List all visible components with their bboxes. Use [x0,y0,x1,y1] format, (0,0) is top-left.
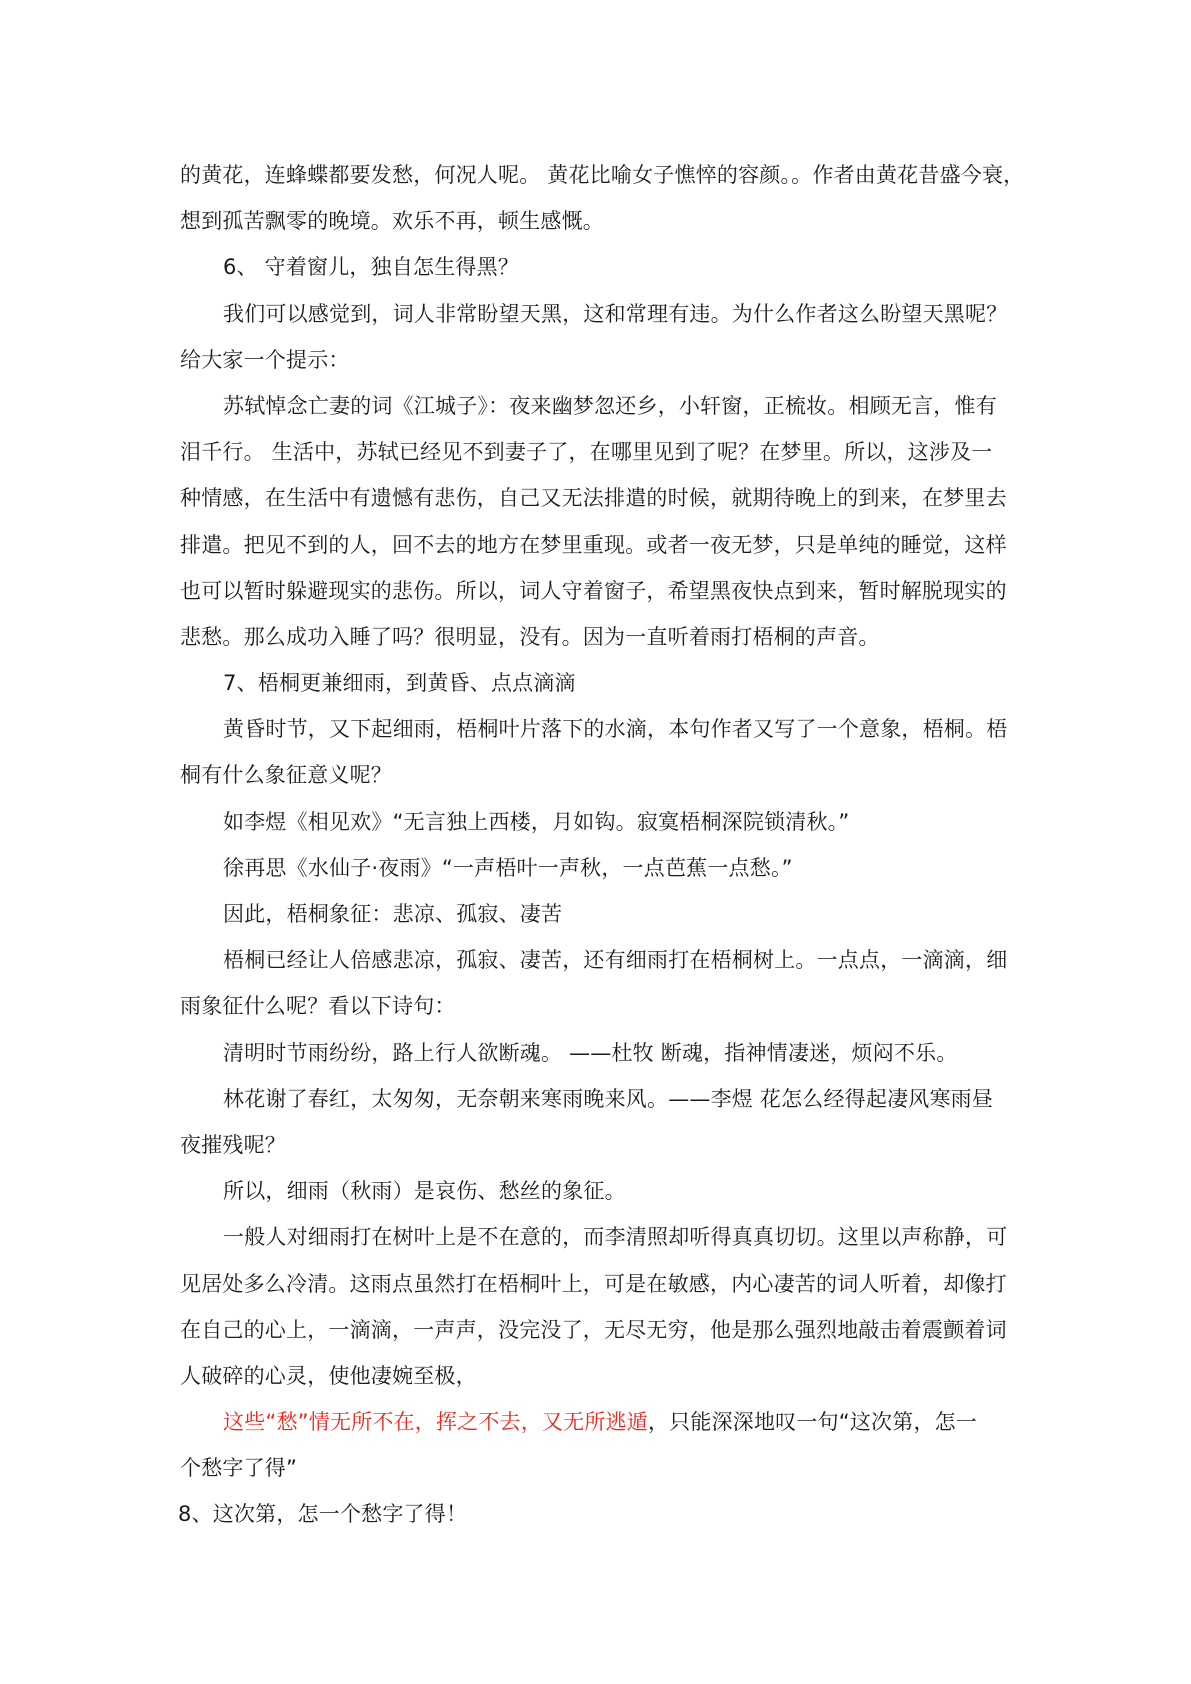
text-line: 夜摧残呢？ [180,1132,286,1157]
text-line: 黄昏时节，又下起细雨，梧桐叶片落下的水滴，本句作者又写了一个意象，梧桐。梧 [223,717,1008,742]
paragraph-line: 个愁字了得” [180,1456,298,1481]
text-line: 给大家一个提示： [180,347,350,372]
section-heading-8: 8、这次第，怎一个愁字了得！ [178,1502,468,1527]
text-line: 桐有什么象征意义呢？ [180,763,392,788]
text-line: 一般人对细雨打在树叶上是不在意的，而李清照却听得真真切切。这里以声称静，可 [223,1225,1008,1250]
text-line: 因此，梧桐象征：悲凉、孤寂、凄苦 [223,902,563,926]
document-page [180,152,1030,1538]
text-line: 7、梧桐更兼细雨，到黄昏、点点滴滴 [223,671,576,696]
document-body [180,152,1030,1399]
text-line: 林花谢了春红，太匆匆，无奈朝来寒雨晚来风。——李煜 花怎么经得起凄风寒雨昼 [223,1086,994,1111]
text-line: 如李煜《相见欢》“无言独上西楼，月如钩。寂寞梧桐深院锁清秋。” [223,809,850,834]
text-line: 清明时节雨纷纷，路上行人欲断魂。 ——杜牧 断魂，指神情凄迷，烦闷不乐。 [223,1040,958,1065]
text-line: 的黄花，连蜂蝶都要发愁，何况人呢。 黄花比喻女子憔悴的容颜。。作者由黄花昔盛今衰， [180,163,1025,187]
text-line: 在自己的心上，一滴滴，一声声，没完没了，无尽无穷，他是那么强烈地敲击着震颤着词 [180,1317,1007,1342]
highlighted-text: 这些“愁”情无所不在，挥之不去，又无所逃遁 [223,1410,648,1435]
text-line: 见居处多么冷清。这雨点虽然打在梧桐叶上，可是在敏感，内心凄苦的词人听着，却像打 [180,1271,1007,1296]
text-line: 人破碎的心灵，使他凄婉至极， [180,1363,477,1388]
text-line: 苏轼悼念亡妻的词《江城子》：夜来幽梦忽还乡，小轩窗，正梳妆。相顾无言，惟有 [223,393,997,418]
text-line: 也可以暂时躲避现实的悲伤。所以，词人守着窗子，希望黑夜快点到来，暂时解脱现实的 [180,578,1007,603]
text-line: 种情感，在生活中有遗憾有悲伤，自己又无法排遣的时候，就期待晚上的到来，在梦里去 [180,486,1007,511]
text-line: 徐再思《水仙子·夜雨》“一声梧叶一声秋，一点芭蕉一点愁。” [223,855,793,880]
text-line: 我们可以感觉到，词人非常盼望天黑，这和常理有违。为什么作者这么盼望天黑呢？ [223,301,1008,326]
text-line: 泪千行。 生活中，苏轼已经见不到妻子了，在哪里见到了呢？在梦里。所以，这涉及一 [180,440,993,465]
text-line: 悲愁。那么成功入睡了吗？很明显，没有。因为一直听着雨打梧桐的声音。 [180,624,880,649]
text-line: 所以，细雨（秋雨）是哀伤、愁丝的象征。 [223,1179,626,1204]
paragraph-text: ，只能深深地叹一句“这次第，怎一 [647,1410,978,1435]
text-line: 梧桐已经让人倍感悲凉，孤寂、凄苦，还有细雨打在梧桐树上。一点点，一滴滴，细 [223,948,1008,973]
text-line: 雨象征什么呢？看以下诗句： [180,994,456,1019]
text-line: 想到孤苦飘零的晚境。欢乐不再，顿生感慨。 [180,209,604,234]
text-line: 排遣。把见不到的人，回不去的地方在梦里重现。或者一夜无梦，只是单纯的睡觉，这样 [180,532,1007,557]
highlight-paragraph-line [180,1399,1030,1445]
text-line: 6、 守着窗儿，独自怎生得黑？ [223,255,520,280]
